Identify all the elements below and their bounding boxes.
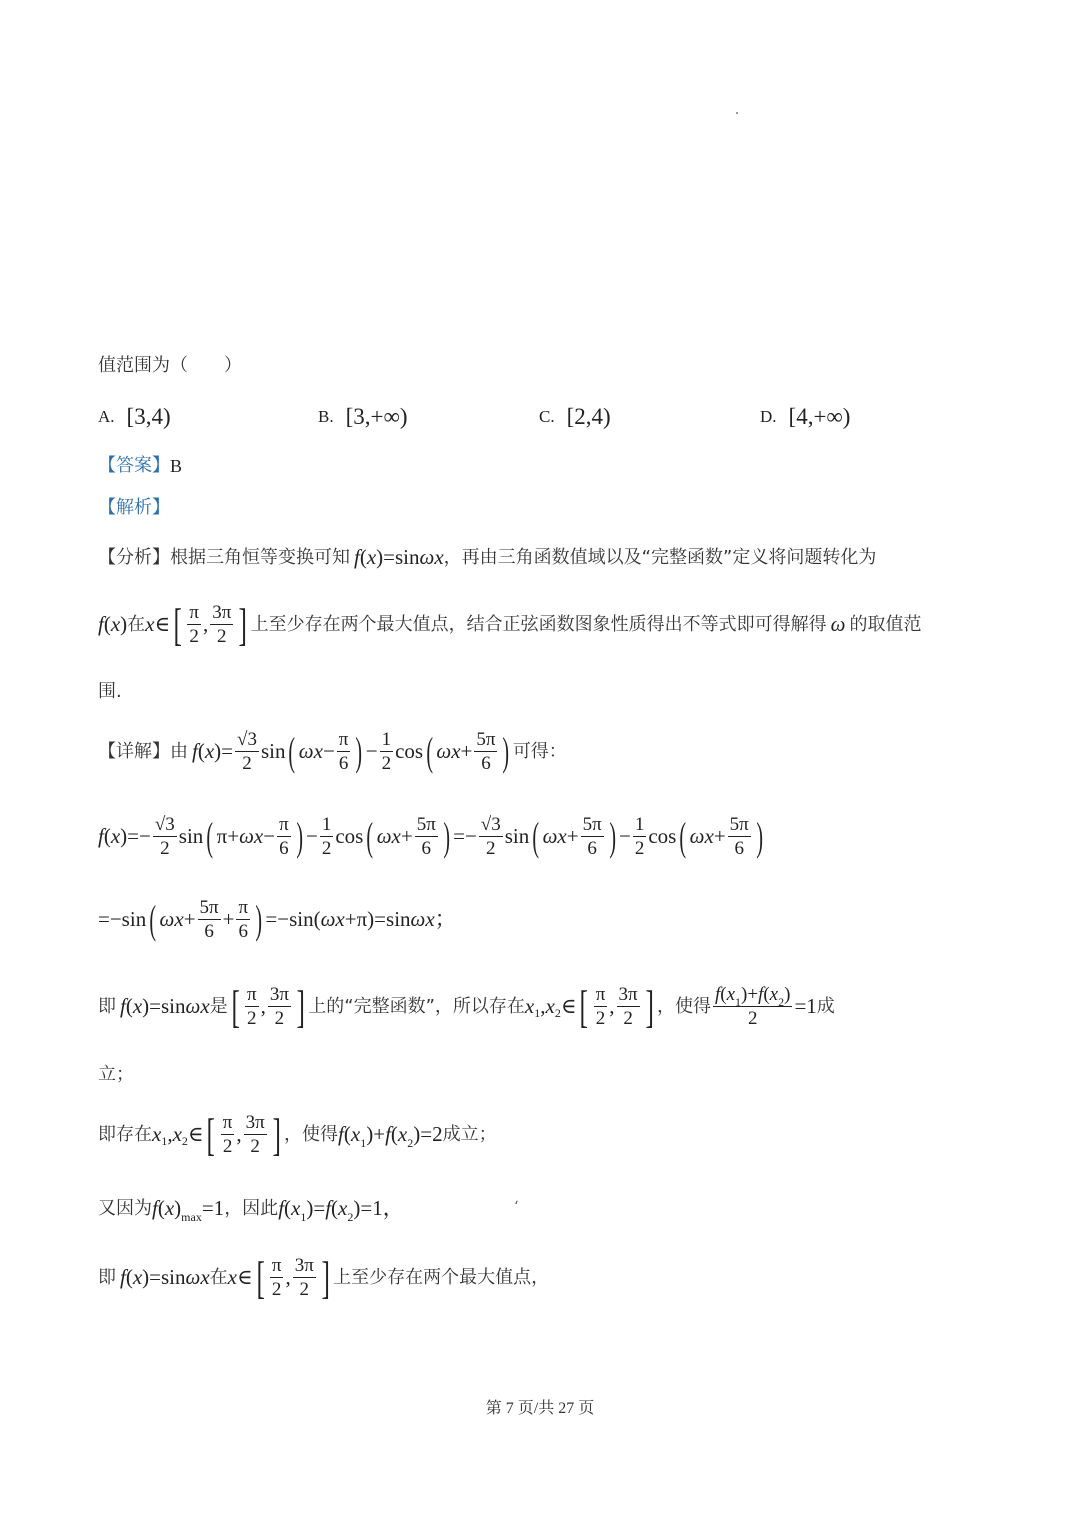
xiangjie-text: 是	[209, 995, 228, 1017]
xiangjie-line-8	[98, 1252, 550, 1304]
xiangjie-text: 上的“完整函数”，所以存在	[308, 995, 525, 1017]
option-b	[318, 404, 408, 430]
xiangjie-line-7	[98, 1196, 404, 1224]
xiangjie-text: 又因为	[98, 1197, 152, 1219]
interval-formula: x ∈ [ $\frac{\pi}{2}$ , $\frac{3\pi}{2}$ ]	[145, 599, 248, 651]
fenxi-tag: 【分析】	[98, 546, 170, 568]
xiangjie-text: 在	[209, 1266, 228, 1288]
xiangjie-line-4	[98, 981, 835, 1033]
xiangjie-text: ，因此	[224, 1197, 279, 1219]
xiangjie-text: 即存在	[98, 1123, 152, 1145]
xiangjie-tag: 【详解】	[98, 740, 170, 762]
fenxi-text: 在	[127, 613, 146, 635]
xiangjie-text: 即	[98, 995, 116, 1017]
option-label: D.	[760, 407, 777, 426]
xiangjie-text: 成	[816, 995, 835, 1017]
option-d	[760, 404, 850, 430]
xiangjie-text: 成立；	[442, 1123, 497, 1145]
interval-formula: [ $\frac{\pi}{2}$ , $\frac{3\pi}{2}$ ]	[231, 981, 305, 1033]
formula: f(x)	[98, 612, 128, 637]
option-label: B.	[318, 407, 334, 426]
omega: ω	[830, 612, 846, 637]
formula: f ( x )=− $\frac{√3}{2}$ sin ( π+ ωx − $\frac{\pi}{6}$ ) − $\frac{1}{2}$ cos ( ωx + $\frac{5\pi}{6}$ ) =− $\frac{√3}{2}$ sin ( ωx + $\frac{5\pi}{6}$ ) − $\frac{1}{2}$ cos ( ωx + $\frac{5\pi}{6}$ )	[98, 813, 763, 859]
xiangjie-text: 上至少存在两个最大值点，	[333, 1266, 550, 1288]
interval-formula: x ∈ [ $\frac{\pi}{2}$ , $\frac{3\pi}{2}$ ]	[227, 1252, 330, 1304]
option-label: A.	[98, 407, 115, 426]
question-stem: 值范围为（ ）	[98, 355, 242, 376]
fenxi-text: 根据三角恒等变换可知	[170, 546, 350, 568]
formula: $f(x_1)=f(x_2)=1$，	[278, 1196, 404, 1224]
xiangjie-line-3	[98, 898, 456, 942]
formula: x 1 , x 2 ∈ [ $\frac{\pi}{2}$ , $\frac{3\pi}{2}$ ]	[152, 1109, 281, 1161]
option-a	[98, 404, 171, 430]
xiangjie-line-2	[98, 815, 766, 859]
formula: f(x)=sinωx	[120, 994, 210, 1019]
formula: f ( x )= $\frac{√3}{2}$ sin ( ωx − $\frac{\pi}{6}$ ) − $\frac{1}{2}$ cos ( ωx + $\frac{5\pi}{6}$ )	[192, 728, 510, 774]
option-value: [3,+∞)	[345, 404, 408, 429]
answer-tag: 【答案】	[98, 455, 170, 476]
option-value: [3,4)	[126, 404, 171, 429]
fenxi-text: 的取值范	[849, 613, 922, 635]
fenxi-line-1	[98, 547, 876, 568]
analysis-line	[98, 499, 170, 517]
stray-mark: ‘	[514, 1199, 519, 1215]
formula: =−sin ( ωx + $\frac{5\pi}{6}$ + $\frac{\pi}{6}$ ) =−sin( ωx +π)=sin ωx ；	[98, 896, 456, 942]
xiangjie-text: 由	[170, 740, 188, 762]
page-footer: 第 7 页/共 27 页	[485, 1400, 595, 1417]
xiangjie-text: ，使得	[656, 995, 711, 1017]
xiangjie-text: ，使得	[284, 1123, 339, 1145]
formula: x 1 , x 2 ∈ [ $\frac{\pi}{2}$ , $\frac{3\pi}{2}$ ]	[524, 981, 654, 1033]
xiangjie-line-1	[98, 730, 567, 774]
option-c	[539, 404, 611, 430]
formula: $f(x_1)+f(x_2)=2$	[338, 1122, 443, 1151]
option-value: [4,+∞)	[788, 404, 851, 429]
analysis-tag: 【解析】	[98, 497, 170, 518]
xiangjie-text: 可得：	[512, 740, 567, 762]
fenxi-line-2	[98, 599, 922, 651]
xiangjie-line-5: 立；	[98, 1064, 134, 1085]
formula: f(x)=sinωx	[354, 545, 444, 569]
answer-value: B	[170, 456, 183, 476]
xiangjie-text: 即	[98, 1266, 116, 1288]
option-value: [2,4)	[566, 404, 611, 429]
speck	[736, 112, 738, 114]
fenxi-text: 上至少存在两个最大值点，结合正弦函数图象性质得出不等式即可得解得	[250, 613, 827, 635]
formula: f(x)=sinωx	[120, 1265, 210, 1290]
option-label: C.	[539, 407, 555, 426]
formula: $\frac{f(x_1)+f(x_2)}{2}$ =1	[714, 984, 817, 1029]
formula: $f(x)_{max}=1$	[152, 1196, 225, 1224]
fenxi-text: ，再由三角函数值域以及“完整函数”定义将问题转化为	[443, 546, 877, 568]
xiangjie-line-6	[98, 1109, 497, 1161]
fenxi-line-3: 围.	[98, 681, 122, 702]
answer-line	[98, 457, 182, 475]
